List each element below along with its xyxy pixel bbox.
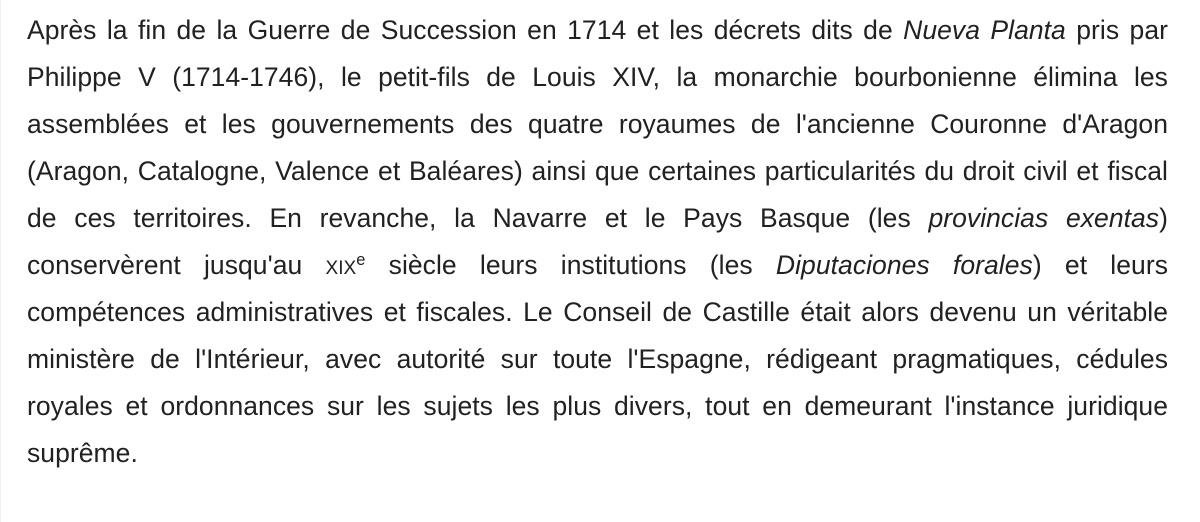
paragraph-text-4: siècle leurs institutions (les xyxy=(365,250,776,280)
italic-term-provincias-exentas: provincias exentas xyxy=(928,203,1160,233)
paragraph-text-1: Après la fin de la Guerre de Succession en 1714 et les décrets dits de xyxy=(27,15,904,45)
century-superscript: e xyxy=(356,250,366,269)
paragraph-text-3: ) conservèrent jusqu'au xyxy=(27,203,1168,280)
italic-term-diputaciones-forales: Diputaciones forales xyxy=(775,250,1033,280)
italic-term-nueva-planta: Nueva Planta xyxy=(903,15,1066,45)
paragraph-text-5: ) et leurs compétences administratives et fiscales. Le Conseil de Castille était alors devenu un véritable ministère de l'Intérieur, avec autorité sur toute l'Espagne, rédigeant pragmatiques, cédules royales et ordonnances sur les sujets les plus divers, tout en demeurant l'instance juridique suprême. xyxy=(27,250,1168,468)
left-border xyxy=(0,0,1,522)
century-numeral: xix xyxy=(325,250,357,280)
article-paragraph xyxy=(27,7,1168,477)
paragraph-text-2: pris par Philippe V (1714-1746), le petit-fils de Louis XIV, la monarchie bourbonienne élimina les assemblées et les gouvernements des quatre royaumes de l'ancienne Couronne d'Aragon (Aragon, Catalogne, Valence et Baléares) ainsi que certaines particularités du droit civil et fiscal de ces territoires. En revanche, la Navarre et le Pays Basque (les xyxy=(27,15,1168,233)
